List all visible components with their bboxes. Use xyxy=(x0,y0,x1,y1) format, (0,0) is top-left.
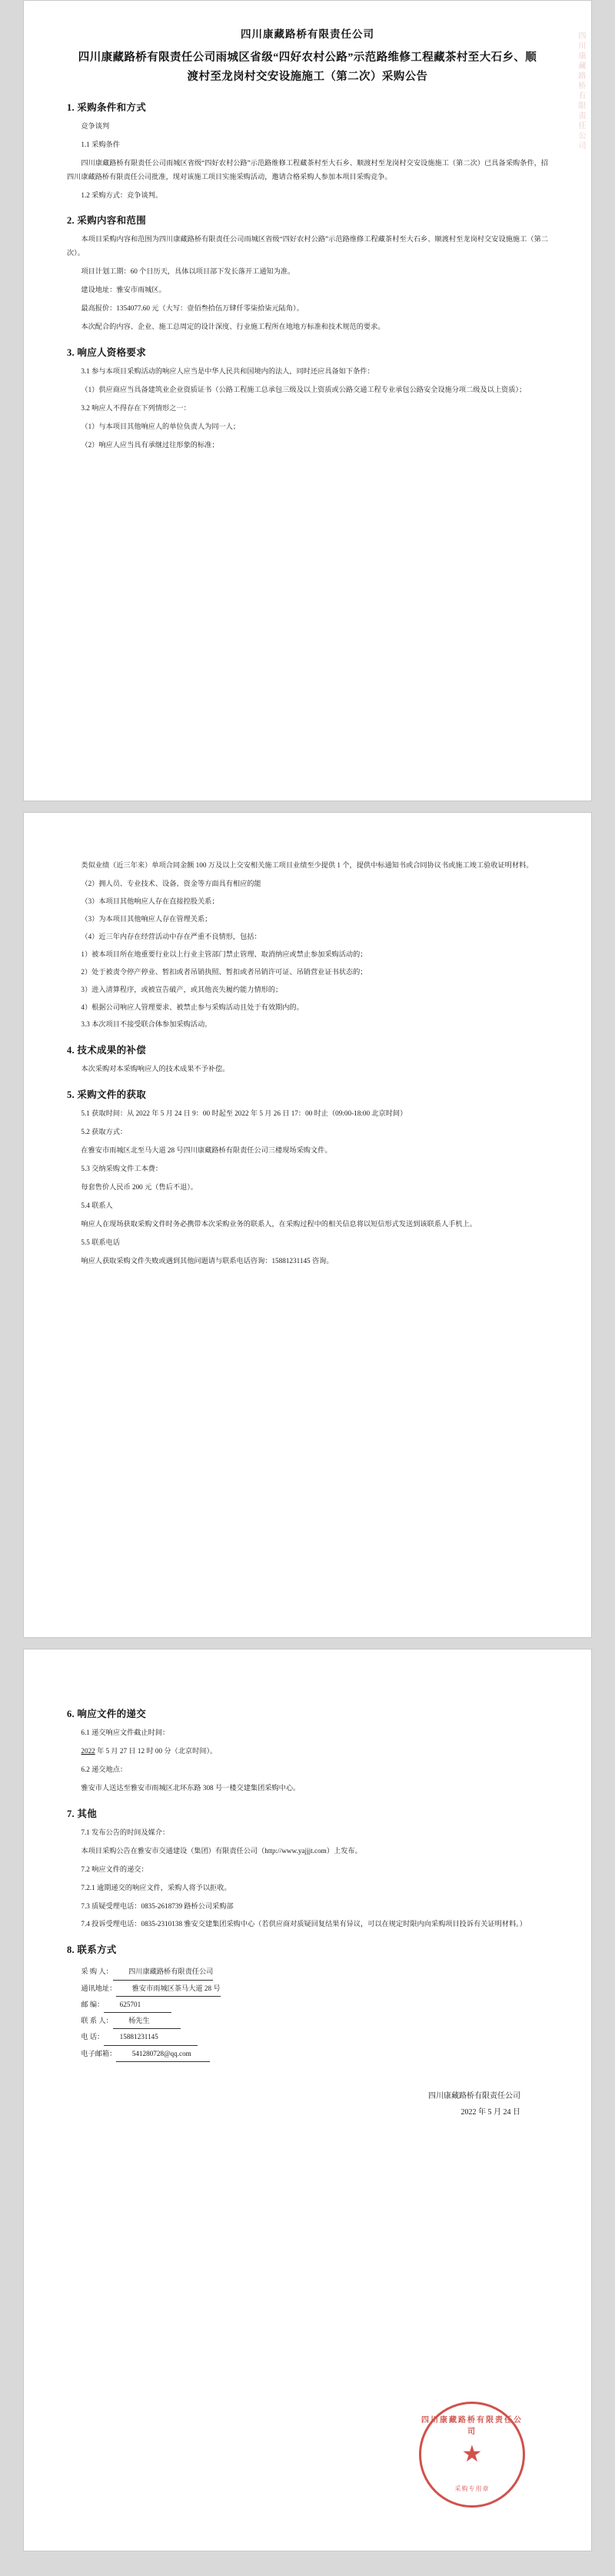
seal-arc-text: 四川康藏路桥有限责任公司 xyxy=(421,2416,523,2436)
section-7-heading: 7. 其他 xyxy=(67,1808,98,1819)
company-title: 四川康藏路桥有限责任公司 xyxy=(241,28,374,40)
contact-label-5: 电子邮箱： xyxy=(81,2049,117,2057)
contact-label-3: 联 系 人： xyxy=(81,2017,113,2025)
document-page-3 xyxy=(23,1649,592,2551)
section-3-heading: 3. 响应人资格要求 xyxy=(67,347,147,359)
section-1-2-heading: 1.2 采购方式：竞争谈判。 xyxy=(81,191,163,199)
contact-value-1: 雅安市雨城区茶马大道 28 号 xyxy=(116,1981,220,1997)
section-5-p8: 5.5 联系电话 xyxy=(81,1238,120,1246)
contact-value-5: 541280728@qq.com xyxy=(116,2046,210,2062)
section-2-p3: 建设地址：雅安市雨城区。 xyxy=(81,286,166,294)
section-2-heading: 2. 采购内容和范围 xyxy=(67,215,147,227)
section-6-deadline xyxy=(67,1745,548,1759)
section-1-heading: 1. 采购条件和方式 xyxy=(67,101,147,113)
section-7-p6: 7.4 投诉受理电话：0835-2310138 雅安交建集团采购中心（若供应商对质疑回复结果有异议，可以在规定时限内向采购项目投诉有关证明材料。） xyxy=(81,1920,527,1928)
section-2-p2: 项目计划工期：60 个日历天，具体以项目部下发长落开工通知为准。 xyxy=(81,267,295,276)
contact-row xyxy=(67,2013,548,2029)
section-3-p4: （1）与本项目其他响应人的单位负责人为同一人； xyxy=(81,422,241,430)
section-5-p4: 5.3 交纳采购文件工本费： xyxy=(81,1165,163,1173)
section-3b-item-3: （4）近三年内存在经营活动中存在严重不良情形，包括： xyxy=(81,932,261,940)
section-5-heading: 5. 采购文件的获取 xyxy=(67,1089,147,1101)
section-3-p3: 3.2 响应人不得存在下列情形之一： xyxy=(81,403,191,412)
section-5-p1: 5.1 获取时间：从 2022 年 5 月 24 日 9：00 时起至 2022 年 5 月 26 日 17：00 时止（09:00-18:00 北京时间） xyxy=(81,1109,407,1118)
contact-label-0: 采 购 人： xyxy=(81,1968,113,1976)
closing-org: 四川康藏路桥有限责任公司 xyxy=(428,2091,520,2100)
document-page-1 xyxy=(23,0,592,801)
section-6-p2: 6.2 递交地点： xyxy=(81,1765,128,1773)
section-3b-item-2: （3）为本项目其他响应人存在管理关系； xyxy=(81,914,212,923)
section-7-p2: 本项目采购公告在雅安市交通建设（集团）有限责任公司（http://www.yajjjt.com）上发布。 xyxy=(81,1846,362,1855)
section-6-p1: 6.1 递交响应文件截止时间： xyxy=(81,1729,170,1736)
contact-label-1: 通讯地址： xyxy=(81,1984,117,1992)
section-7-p5: 7.3 质疑受理电话：0835-2618739 路桥公司采购部 xyxy=(81,1901,234,1910)
section-1-mode: 竞争谈判 xyxy=(81,121,110,130)
section-3-p1: 3.1 参与本项目采购活动的响应人应当是中华人民共和国境内的法人，同时还应具备如下条件： xyxy=(81,367,374,376)
document-page-2 xyxy=(23,812,592,1638)
section-2-p1: 本项目采购内容和范围为四川康藏路桥有限责任公司雨城区省级“四好农村公路”示范路维修工程藏茶村至大石乡、顺渡村至龙岗村交安设施施工（第二次）。 xyxy=(67,235,548,257)
contact-row xyxy=(67,1997,548,2013)
contact-row xyxy=(67,1981,548,1997)
section-8-heading: 8. 联系方式 xyxy=(67,1944,117,1956)
section-7-p1: 7.1 发布公告的时间及媒介： xyxy=(81,1828,170,1836)
contact-row xyxy=(67,1964,548,1980)
section-2-p5: 本次配合的内容、企业、施工总周定的设计深度、行业施工程所在地地方标准和技术规范的要求。 xyxy=(81,323,385,331)
section-6-deadline-rest: 年 5 月 27 日 12 时 00 分（北京时间）。 xyxy=(95,1746,218,1755)
closing-date: 2022 年 5 月 24 日 xyxy=(460,2107,520,2117)
contact-info-block xyxy=(67,1964,548,2061)
section-1-1-paragraph: 四川康藏路桥有限责任公司雨城区省级“四好农村公路”示范路维修工程藏茶村至大石乡、顺渡村至龙岗村交安设施施工（第二次）已具备采购条件，招四川康藏路桥有限责任公司批准，现对该施工项目实施采购活动，邀请合格采购人参加本项目采购竞争。 xyxy=(67,158,548,181)
section-5-p5: 每套售价人民币 200 元（售后不退）。 xyxy=(81,1183,198,1192)
section-3-p5: （2）响应人应当具有承继过往形象的标准； xyxy=(81,440,219,449)
contact-value-0: 四川康藏路桥有限责任公司 xyxy=(113,1964,214,1980)
section-3b-item-0: （2）拥人员、专业技术、设备、资金等方面具有相应的能 xyxy=(81,879,261,887)
section-3b-item-7: 4）根据公司响应人管理要求、被禁止参与采购活动且处于有效期内的。 xyxy=(81,1003,304,1011)
section-2-p4: 最高报价：1354077.60 元（大写：壹佰叁拾伍万肆仟零柒拾柒元陆角）。 xyxy=(81,304,304,313)
contact-label-4: 电 话： xyxy=(81,2033,105,2041)
page-title: 四川康藏路桥有限责任公司雨城区省级“四好农村公路”示范路维修工程藏茶村至大石乡、顺渡村至龙岗村交安设施施工（第二次）采购公告 xyxy=(78,51,537,84)
section-1-1-heading: 1.1 采购条件 xyxy=(81,140,120,148)
section-7-p4: 7.2.1 逾期递交的响应文件，采购人将予以拒收。 xyxy=(81,1883,231,1891)
section-5-p7: 响应人在现场获取采购文件时务必携带本次采购业务的联系人，在采购过程中的相关信息将以短信形式发送到该联系人手机上。 xyxy=(81,1219,477,1228)
section-7-p3: 7.2 响应文件的递交： xyxy=(81,1865,148,1873)
section-6-deadline-year: 2022 xyxy=(81,1746,95,1755)
contact-value-2: 625701 xyxy=(104,1997,171,2013)
section-6-p3: 雅安市人送达至雅安市雨城区北环东路 308 号一楼交建集团采购中心。 xyxy=(81,1783,301,1792)
contact-row xyxy=(67,2046,548,2062)
section-4-p1: 本次采购对本采购响应人的技术成果不予补偿。 xyxy=(81,1065,230,1073)
section-5-p6: 5.4 联系人 xyxy=(81,1202,113,1209)
contact-value-3: 杨先生 xyxy=(113,2013,181,2029)
seal-star-icon: ★ xyxy=(461,2442,483,2467)
section-3b-item-5: 2）处于被责令停产停业、暂扣或者吊销执照、暂扣或者吊销许可证、吊销营业证书状态的； xyxy=(81,967,367,976)
seal-bottom-text: 采购专用章 xyxy=(454,2485,490,2492)
section-3b-item-6: 3）进入清算程序，或被宣告破产，或其他丧失履约能力情形的； xyxy=(81,985,283,993)
contact-row xyxy=(67,2029,548,2045)
contact-label-2: 邮 编： xyxy=(81,2000,105,2008)
closing-block xyxy=(67,2088,548,2120)
section-3b-item-1: （3）本项目其他响应人存在直接控股关系； xyxy=(81,897,219,905)
section-6-heading: 6. 响应文件的递交 xyxy=(67,1709,147,1719)
company-seal-icon xyxy=(419,2402,525,2508)
watermark-text: 四川康藏路桥有限责任公司 xyxy=(577,31,585,151)
section-5-p2: 5.2 获取方式： xyxy=(81,1128,128,1136)
section-3-p2: （1）供应商应当具备建筑业企业资质证书（公路工程施工总承包三级及以上资质或公路交通工程专业承包公路安全设施分项二级及以上资质）； xyxy=(81,386,527,393)
section-4-heading: 4. 技术成果的补偿 xyxy=(67,1045,147,1056)
section-5-p3: 在雅安市雨城区北至马大道 28 号四川康藏路桥有限责任公司三楼现场采购文件。 xyxy=(81,1146,332,1155)
section-3b-lead: 类似业绩（近三年来）单项合同金额 100 万及以上交安相关施工项目业绩至少提供 1 个，提供中标通知书或合同协议书或施工竣工验收证明材料。 xyxy=(81,861,534,869)
section-3b-item-4: 1）被本项目所在地重要行业以上行业主管部门禁止管理、取消纳应或禁止参加采购活动的； xyxy=(81,950,367,958)
section-5-p9: 响应人获取采购文件失败或遇到其他问题请与联系电话咨询：15881231145 咨询。 xyxy=(81,1256,334,1265)
section-3b-item-8: 3.3 本次项目不接受联合体参加采购活动。 xyxy=(81,1020,212,1029)
contact-value-4: 15881231145 xyxy=(104,2029,198,2045)
